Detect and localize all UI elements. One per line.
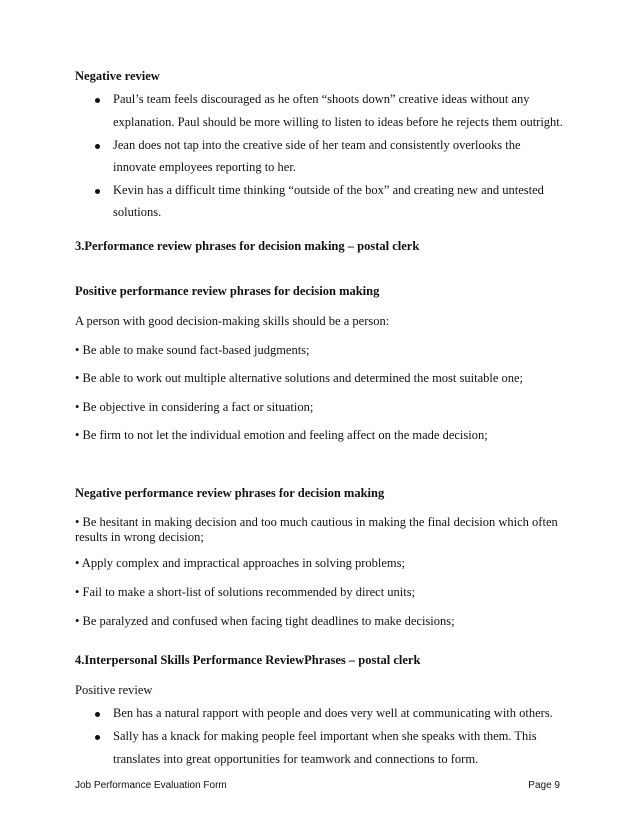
section-4-heading: 4.Interpersonal Skills Performance ReviewPhrases – postal clerk <box>75 653 421 667</box>
list-item-line: • Be hesitant in making decision and too much cautious in making the final decision which often <box>75 515 558 529</box>
bullet-icon <box>95 712 100 717</box>
negative-decision-making-heading: Negative performance review phrases for decision making <box>75 486 385 500</box>
list-item-line: solutions. <box>113 205 162 219</box>
list-item-line: results in wrong decision; <box>75 530 204 544</box>
bullet-icon <box>95 735 100 740</box>
list-item-line: translates into great opportunities for teamwork and connections to form. <box>113 752 479 766</box>
list-item: • Be firm to not let the individual emotion and feeling affect on the made decision; <box>75 428 488 442</box>
positive-decision-making-heading: Positive performance review phrases for decision making <box>75 284 380 298</box>
section-3-heading: 3.Performance review phrases for decision making – postal clerk <box>75 239 420 253</box>
list-item: • Be able to make sound fact-based judgments; <box>75 343 310 357</box>
positive-review-label: Positive review <box>75 683 153 697</box>
footer-left: Job Performance Evaluation Form <box>75 780 227 791</box>
negative-review-heading: Negative review <box>75 69 160 83</box>
list-item: • Be paralyzed and confused when facing tight deadlines to make decisions; <box>75 614 455 628</box>
bullet-icon <box>95 189 100 194</box>
list-item: • Be objective in considering a fact or situation; <box>75 400 314 414</box>
bullet-icon <box>95 98 100 103</box>
list-item-line: innovate employees reporting to her. <box>113 160 296 174</box>
list-item-line: explanation. Paul should be more willing to listen to ideas before he rejects them outright. <box>113 115 563 129</box>
list-item-line: Kevin has a difficult time thinking “outside of the box” and creating new and untested <box>113 183 544 197</box>
list-item: • Fail to make a short-list of solutions recommended by direct units; <box>75 585 416 599</box>
list-item: • Be able to work out multiple alternative solutions and determined the most suitable one; <box>75 371 524 385</box>
list-item-line: Ben has a natural rapport with people and does very well at communicating with others. <box>113 706 553 720</box>
footer-page-number: Page 9 <box>528 780 560 791</box>
list-item-line: Jean does not tap into the creative side of her team and consistently overlooks the <box>113 138 521 152</box>
list-item-line: Paul’s team feels discouraged as he often “shoots down” creative ideas without any <box>113 92 530 106</box>
positive-decision-making-intro: A person with good decision-making skills should be a person: <box>75 314 390 328</box>
list-item-line: Sally has a knack for making people feel important when she speaks with them. This <box>113 729 537 743</box>
bullet-icon <box>95 144 100 149</box>
list-item: • Apply complex and impractical approaches in solving problems; <box>75 556 405 570</box>
